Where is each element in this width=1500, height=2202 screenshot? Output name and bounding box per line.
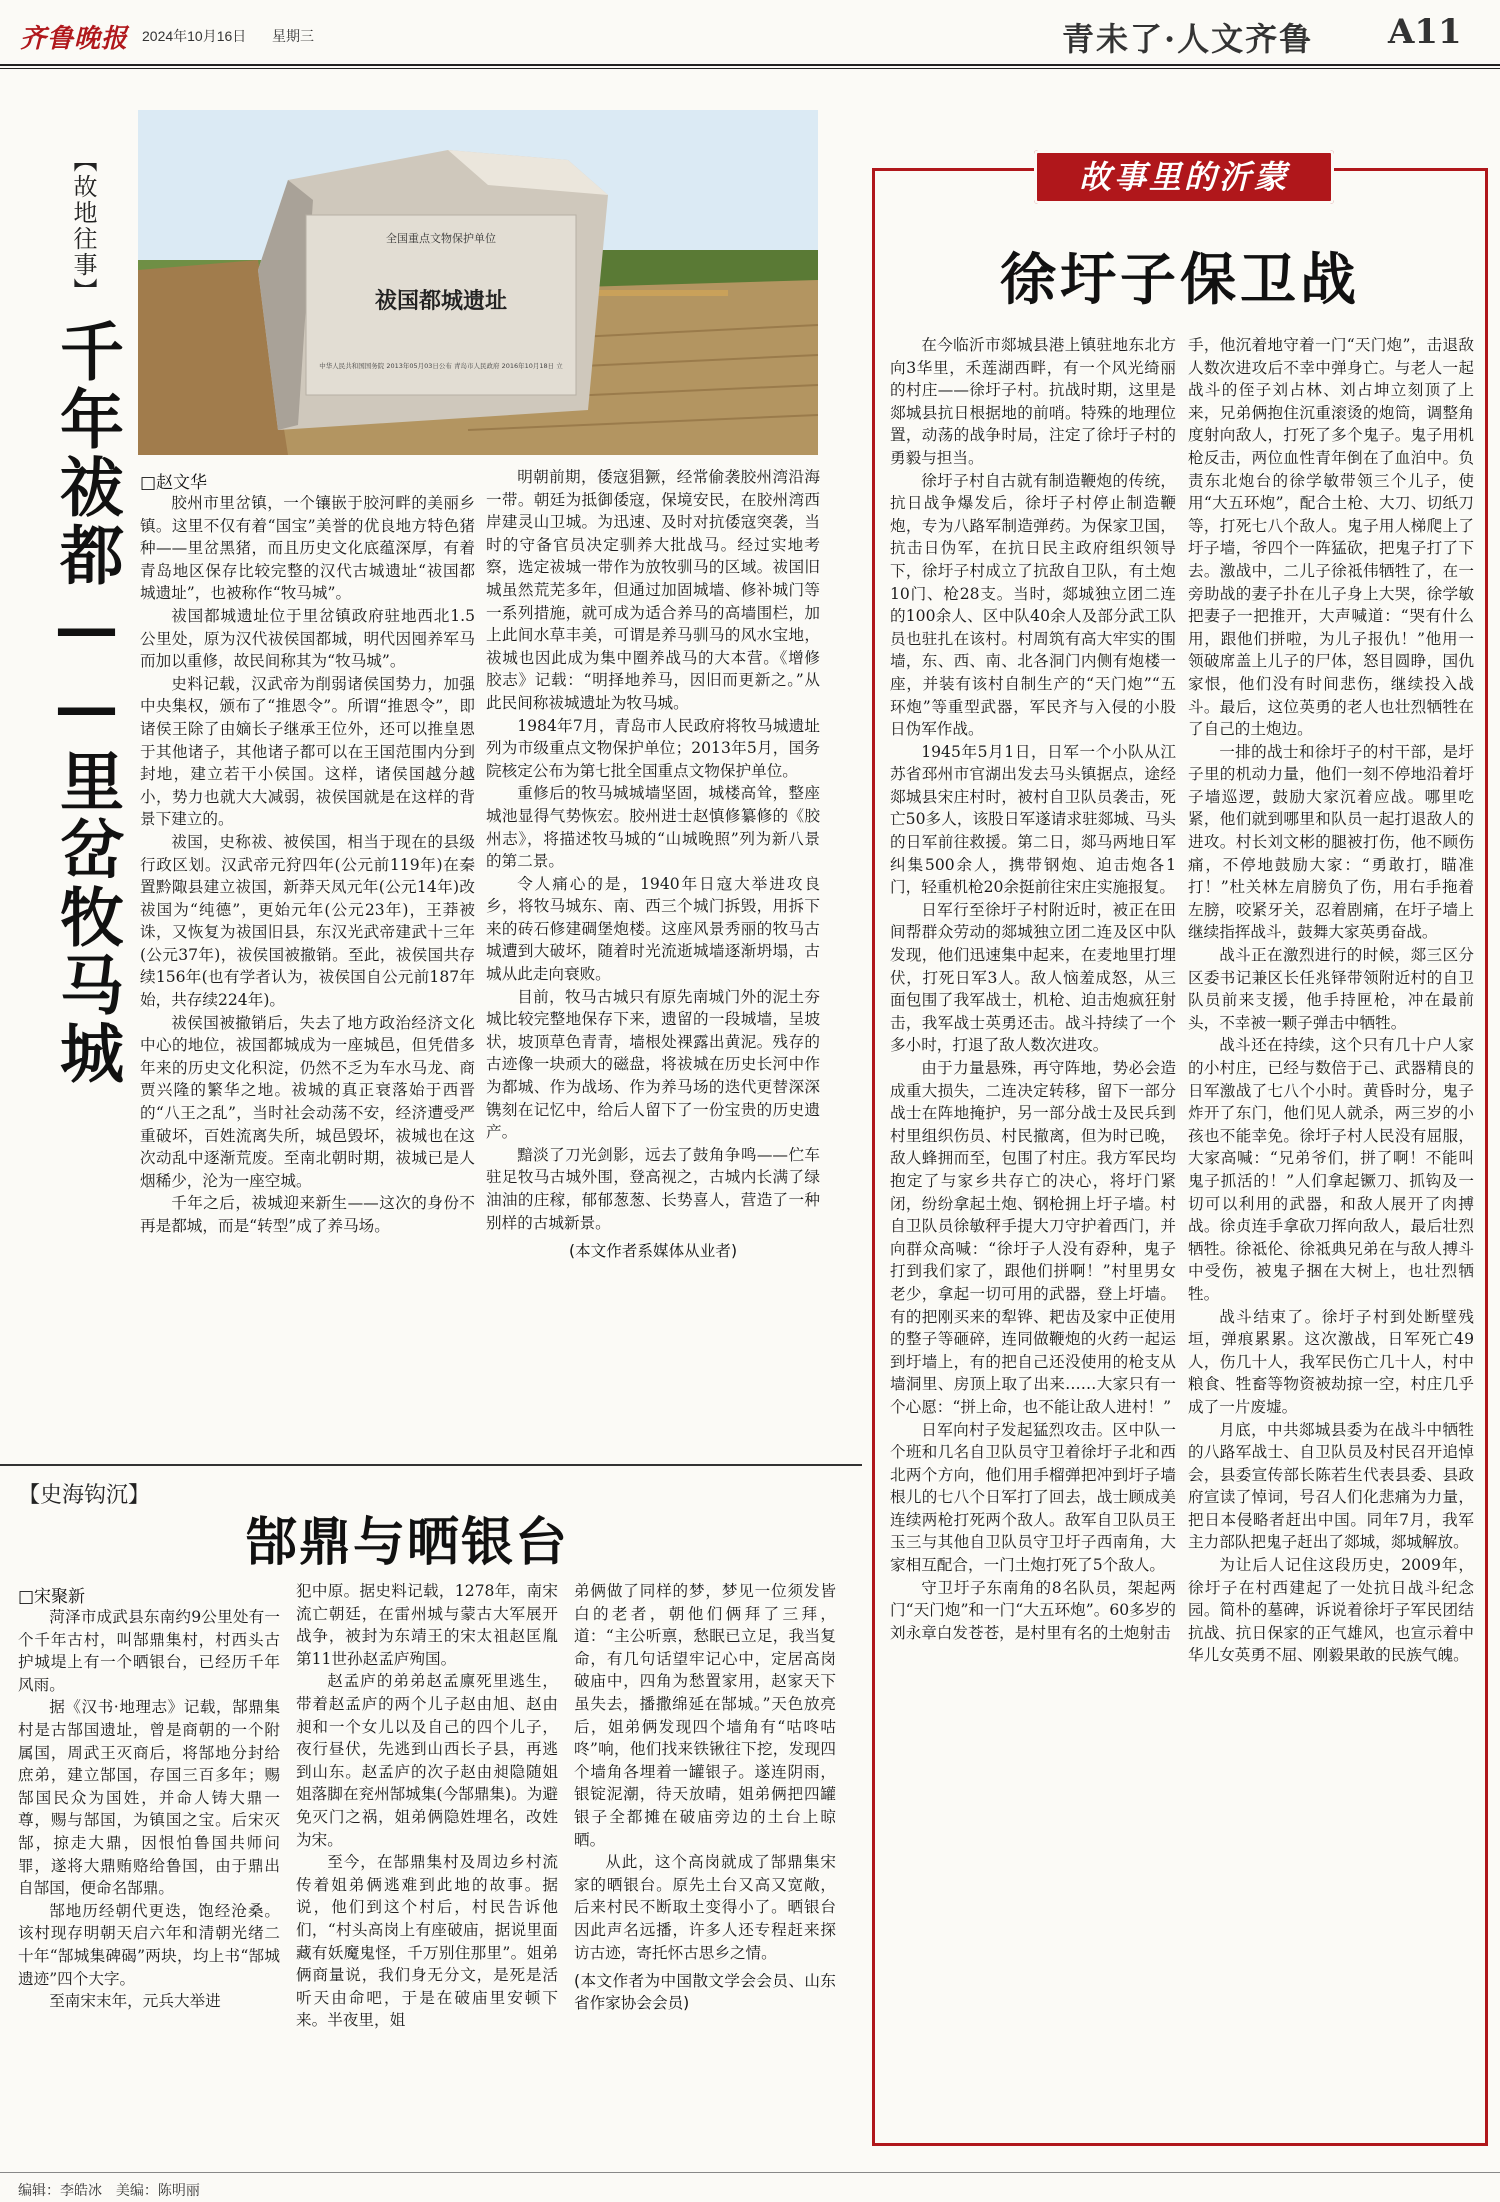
- story2-col1: [18, 1606, 280, 2013]
- author-note: (本文作者为中国散文学会会员、山东省作家协会会员): [574, 1972, 836, 2013]
- paragraph: 犯中原。据史料记载，1278年，南宋流亡朝廷，在雷州城与蒙古大军展开战争，被封为东靖王的宋太祖赵匡胤第11世孙赵孟庐殉国。: [296, 1582, 558, 1668]
- paragraph: 为让后人记住这段历史，2009年，徐圩子在村西建起了一处抗日战斗纪念园。简朴的墓碑，诉说着徐圩子军民团结抗战、抗日保家的正气雄风，也宣示着中华儿女英勇不屈、刚毅果敢的民族气魄。: [1188, 1556, 1474, 1665]
- paragraph: 祓国都城遗址位于里岔镇政府驻地西北1.5公里处，原为汉代祓侯国都城，明代因囤养军马而加以重修，故民间称其为“牧马城”。: [140, 606, 475, 671]
- paragraph: 手，他沉着地守着一门“天门炮”，击退敌人数次进攻后不幸中弹身亡。与老人一起战斗的侄子刘占林、刘占坤立刻顶了上来，兄弟俩抱住沉重滚烫的炮筒，调整角度射向敌人，打死了多个鬼子。鬼子用机枪反击，两位血性青年倒在了血泊中。负责东北炮台的徐学敏带领三个儿子，使用“大五环炮”，配合土枪、大刀、切纸刀等，打死七八个敌人。鬼子用人梯爬上了圩子墙，爷四个一阵猛砍，把鬼子打了下去。激战中，二儿子徐祗伟牺牲了，在一旁助战的妻子扑在儿子身上大哭，徐学敏把妻子一把推开，大声喊道：“哭有什么用，跟他们拼啦，为儿子报仇！”他用一领破席盖上儿子的尸体，怒目圆睁，国仇家恨，他们没有时间悲伤，继续投入战斗。最后，这位英勇的老人也壮烈牺牲在了自己的土炮边。: [1188, 336, 1474, 739]
- paragraph: 战斗结束了。徐圩子村到处断壁残垣，弹痕累累。这次激战，日军死亡49人，伤几十人，我军民伤亡几十人，村中粮食、牲畜等物资被劫掠一空，村庄几乎成了一片废墟。: [1188, 1307, 1474, 1416]
- byline: □赵文华: [140, 473, 208, 493]
- author-note: (本文作者系媒体从业者): [568, 1242, 738, 1261]
- story3-col1: [890, 334, 1176, 1644]
- page-number: A11: [1388, 12, 1462, 52]
- paragraph: 菏泽市成武县东南约9公里处有一个千年古村，叫郜鼎集村，村西头古护城堤上有一个晒银台，已经历千年风雨。: [18, 1608, 280, 1694]
- paragraph: 日军行至徐圩子村附近时，被正在田间帮群众劳动的郯城独立团二连及区中队发现，他们迅速集中起来，在麦地里打埋伏，打死日军3人。敌人恼羞成怒，从三面包围了我军战士，机枪、迫击炮疯狂射击，我军战士英勇还击。战斗持续了一个多小时，打退了敌人数次进攻。: [890, 900, 1176, 1055]
- paragraph: 祓侯国被撤销后，失去了地方政治经济文化中心的地位，祓国都城成为一座城邑，但凭借多年来的历史文化积淀，仍然不乏为车水马龙、商贾兴隆的繁华之地。祓城的真正衰落始于西晋的“八王之乱”，当时社会动荡不安，经济遭受严重破坏，百姓流离失所，城邑毁坏，祓城也在这次动乱中逐渐荒废。至南北朝时期，祓城已是人烟稀少，沦为一座空城。: [140, 1013, 475, 1190]
- paragraph: 由于力量悬殊，再守阵地，势必会造成重大损失，二连决定转移，留下一部分战士在阵地掩护，另一部分战士及民兵到村里组织伤员、村民撤离，但为时已晚，敌人蜂拥而至，包围了村庄。我方军民均抱定了与家乡共存亡的决心，将圩门紧闭，纷纷拿起土炮、钢枪拥上圩子墙。村自卫队员徐敏秤手提大刀守护着西门，并向群众高喊：“徐圩子人没有孬种，鬼子打到我们家了，跟他们拼啊！”村里男女老少，拿起一切可用的武器，登上圩墙。有的把刚买来的犁铧、耙齿及家中正使用的整子等砸碎，连同做鞭炮的火药一起运到圩墙上，有的把自己还没使用的枪支从墙洞里、房顶上取了出来……大家只有一个心愿：“拼上命，也不能让敌人进村！”: [890, 1059, 1176, 1416]
- footer-rule: [0, 2172, 1500, 2173]
- photo-sign-text: 祓国都城遗址: [374, 288, 508, 314]
- paragraph: 重修后的牧马城城墙坚固，城楼高耸，整座城池显得气势恢宏。胶州进士赵慎修纂修的《胶州志》，将描述牧马城的“山城晚照”列为新八景的第二景。: [486, 784, 820, 871]
- masthead-rule: [0, 64, 1500, 66]
- paragraph: 弟俩做了同样的梦，梦见一位须发皆白的老者，朝他们俩拜了三拜，道：“主公听禀，愁眠已立足，我当复命，有几句话望牢记心中，定居高岗破庙中，四角为愁置家用，赵家天下虽失去，播撒绵延在郜城。”天色放亮后，姐弟俩发现四个墙角有“咕咚咕咚”响，他们找来铁锹往下挖，发现四个墙角各埋着一罐银子。遂连阴雨，银锭泥潮，待天放晴，姐弟俩把四罐银子全都摊在破庙旁边的土台上晾晒。: [574, 1582, 836, 1849]
- story2-col2: [296, 1580, 558, 2032]
- issue-date: 2024年10月16日: [142, 28, 247, 44]
- paragraph: 1945年5月1日，日军一个小队从江苏省邳州市官湖出发去马头镇据点，途经郯城县宋庄村时，被村自卫队员袭击，死亡50多人，该股日军遂请求驻郯城、马头的日军前往救援。第二日，郯马两地日军纠集500余人，携带钢炮、迫击炮各1门，轻重机枪20余挺前往宋庄实施报复。: [890, 742, 1176, 897]
- column-label: 【故地往事】: [69, 148, 97, 304]
- story2-col3: [574, 1580, 836, 2014]
- paragraph: 日军向村子发起猛烈攻击。区中队一个班和几名自卫队员守卫着徐圩子北和西北两个方向，他们用手榴弹把冲到圩子墙根儿的七八个日军打了回去，战士顾成美连续两枪打死两个敌人。敌军自卫队员王玉三与其他自卫队员守卫圩子西南角，大家相互配合，一门土炮打死了5个敌人。: [890, 1420, 1176, 1575]
- masthead-rule-thin: [0, 68, 1500, 69]
- paragraph: 黯淡了刀光剑影，远去了鼓角争鸣——伫车驻足牧马古城外围，登高视之，古城内长满了绿油油的庄稼，郁郁葱葱、长势喜人，营造了一种别样的古城新景。: [486, 1145, 820, 1232]
- column-banner: 故事里的沂蒙: [1034, 150, 1334, 204]
- section-title: 青未了·人文齐鲁: [1062, 20, 1314, 58]
- newspaper-logo: 齐鲁晚报: [20, 24, 129, 54]
- paragraph: 郜地历经朝代更迭，饱经沧桑。该村现存明朝天启六年和清朝光绪二十年“郜城集碑碣”两块，均上书“郜城遗迹”四个大字。: [18, 1901, 280, 1988]
- story-title: 千年祓都——里岔牧马城: [49, 318, 124, 1088]
- paragraph: 在今临沂市郯城县港上镇驻地东北方向3华里，禾莲湖西畔，有一个风光绮丽的村庄——徐圩子村。抗战时期，这里是郯城县抗日根据地的前哨。特殊的地理位置，动荡的战争时局，注定了徐圩子村的勇毅与担当。: [890, 336, 1176, 467]
- paragraph: 月底，中共郯城县委为在战斗中牺牲的八路军战士、自卫队员及村民召开追悼会，县委宣传部长陈若生代表县委、县政府宣读了悼词，号召人们化悲痛为力量，把日本侵略者赶出中国。同年7月，我军主力部队把鬼子赶出了郯城，郯城解放。: [1188, 1420, 1474, 1552]
- paragraph: 战斗还在持续，这个只有几十户人家的小村庄，已经与数倍于己、武器精良的日军激战了七八个小时。黄昏时分，鬼子炸开了东门，他们见人就杀，两三岁的小孩也不能幸免。徐圩子村人民没有屈服，大家高喊：“兄弟爷们，拼了啊！不能叫鬼子抓活的！”人们拿起镢刀、抓钩及一切可以利用的武器，和敌人展开了肉搏战。徐贞连手拿砍刀挥向敌人，最后壮烈牺牲。徐祗伦、徐祗典兄弟在与敌人搏斗中受伤，被鬼子捆在大树上，也壮烈牺牲。: [1188, 1036, 1474, 1303]
- paragraph: 守卫圩子东南角的8名队员，架起两门“天门炮”和一门“大五环炮”。60多岁的刘永章白发苍苍，是村里有名的土炮射击: [890, 1578, 1176, 1642]
- paragraph: 据《汉书·地理志》记载，郜鼎集村是古郜国遗址，曾是商朝的一个附属国，周武王灭商后，将郜地分封给庶弟，建立郜国，存国三百多年；赐郜国民众为国姓，并命人铸大鼎一尊，赐与郜国，为镇国之宝。后宋灭郜，掠走大鼎，因恨怕鲁国共师问罪，遂将大鼎贿赂给鲁国，由于鼎出自郜国，便命名郜鼎。: [18, 1698, 280, 1898]
- paragraph: 从此，这个高岗就成了郜鼎集宋家的晒银台。原先土台又高又宽敞，后来村民不断取土变得小了。晒银台因此声名远播，许多人还专程赶来探访古迹，寄托怀古思乡之情。: [574, 1853, 836, 1962]
- section-divider: [0, 1464, 862, 1466]
- paragraph: 战斗正在激烈进行的时候，郯三区分区委书记兼区长任兆铎带领附近村的自卫队员前来支援，他手持匣枪，冲在最前头，不幸被一颗子弹击中牺牲。: [1188, 946, 1474, 1032]
- paragraph: 目前，牧马古城只有原先南城门外的泥土夯城比较完整地保存下来，遗留的一段城墙，呈坡状，坡顶草色青青，墙根处裸露出黄泥。残存的古迹像一块顽大的磁盘，将祓城在历史长河中作为都城、作为战场、作为养马场的迭代更替深深镌刻在记忆中，给后人留下了一份宝贵的历史遗产。: [486, 987, 820, 1142]
- story-title: 郜鼎与晒银台: [245, 1512, 570, 1573]
- paragraph: 赵孟庐的弟弟赵孟廪死里逃生，带着赵孟庐的两个儿子赵由旭、赵由昶和一个女儿以及自己的四个儿子，夜行昼伏，先逃到山西长子县，再逃到山东。赵孟庐的次子赵由昶隐随姐姐落脚在兖州郜城集(今郜鼎集)。为避免灭门之祸，姐弟俩隐姓埋名，改姓为宋。: [296, 1672, 558, 1849]
- footer-credits: [18, 2180, 200, 2200]
- paragraph: 至南宋末年，元兵大举进: [49, 1992, 221, 2011]
- paragraph: 1984年7月，青岛市人民政府将牧马城遗址列为市级重点文物保护单位；2013年5月，国务院核定公布为第七批全国重点文物保护单位。: [486, 716, 820, 780]
- story3-col2: [1188, 334, 1474, 1667]
- paragraph: 明朝前期，倭寇猖獗，经常偷袭胶州湾沿海一带。朝廷为抵御倭寇，保境安民，在胶州湾西岸建灵山卫城。为迅速、及时对抗倭寇突袭，当时的守备官员决定驯养大批战马。经过实地考察，选定祓城一带作为放牧驯马的区域。祓国旧城虽然荒芜多年，但通过加固城墙、修补城门等一系列措施，就可成为适合养马的高墙围栏，加上此间水草丰美，可谓是养马驯马的风水宝地，祓城也因此成为集中圈养战马的大本营。《增修胶志》记载：“明择地养马，因旧而更新之。”从此民间称祓城遗址为牧马城。: [486, 468, 820, 712]
- story1-col1: [140, 492, 475, 1238]
- designer-credit: 美编：陈明丽: [115, 2182, 200, 2198]
- stele-photo-icon: [138, 110, 818, 455]
- paragraph: 史料记载，汉武帝为削弱诸侯国势力，加强中央集权，颁布了“推恩令”。所谓“推恩令”，即诸侯王除了由嫡长子继承王位外，还可以推皇恩于其他诸子，其他诸子都可以在王国范围内分到封地，建立若干小侯国。这样，诸侯国越分越小，势力也就大大减弱，祓侯国就是在这样的背景下建立的。: [140, 674, 475, 829]
- column-label: 【史海钩沉】: [18, 1483, 151, 1508]
- paragraph: 祓国，史称祓、被侯国，相当于现在的县级行政区划。汉武帝元狩四年(公元前119年)在秦置黔陬县建立祓国，新莽天凤元年(公元14年)改祓国为“纯德”，更始元年(公元23年)，王莽被诛，又恢复为祓国旧县，东汉光武帝建武十三年(公元37年)，祓侯国被撤销。至此，祓侯国共存续156年(也有学者认为，祓侯国自公元前187年始，共存续224年)。: [140, 832, 475, 1010]
- byline: □宋聚新: [18, 1587, 86, 1607]
- paragraph: 令人痛心的是，1940年日寇大举进攻良乡，将牧马城东、南、西三个城门拆毁，用拆下来的砖石修建碉堡炮楼。这座风景秀丽的牧马古城遭到大破坏，随着时光流逝城墙逐渐坍塌，古城从此走向衰败。: [486, 874, 820, 984]
- issue-weekday: 星期三: [272, 28, 314, 44]
- story-title: 徐圩子保卫战: [1000, 247, 1360, 313]
- editor-credit: 编辑：李皓冰: [18, 2182, 102, 2198]
- paragraph: 徐圩子村自古就有制造鞭炮的传统，抗日战争爆发后，徐圩子村停止制造鞭炮，专为八路军制造弹药。为保家卫国，抗击日伪军，在抗日民主政府组织领导下，徐圩子村成立了抗敌自卫队，有土炮10门、枪28支。当时，郯城独立团二连的100余人、区中队40余人及部分武工队员也驻扎在该村。村周筑有高大牢实的围墙，东、西、南、北各洞门内侧有炮楼一座，并装有该村自制生产的“天门炮”“五环炮”等重型武器，军民齐与入侵的小股日伪军作战。: [890, 471, 1176, 739]
- article-photo: [138, 110, 818, 455]
- photo-small-text: 中华人民共和国国务院 2013年05月03日公布 青岛市人民政府 2016年10月18日 立: [319, 362, 563, 370]
- paragraph: 千年之后，祓城迎来新生——这次的身份不再是都城，而是“转型”成了养马场。: [140, 1194, 475, 1235]
- paragraph: 一排的战士和徐圩子的村干部，是圩子里的机动力量，他们一刻不停地沿着圩子墙巡逻，鼓励大家沉着应战。哪里吃紧，他们就到哪里和队员一起打退敌人的进攻。村长刘文彬的腿被打伤，他不顾伤痛，不停地鼓励大家：“勇敢打，瞄准打！”杜关林左肩膀负了伤，用右手拖着左膀，咬紧牙关，忍着剧痛，在圩子墙上继续指挥战斗，鼓舞大家英勇奋战。: [1188, 742, 1474, 942]
- story1-col2: [486, 466, 820, 1262]
- paragraph: 至今，在郜鼎集村及周边乡村流传着姐弟俩逃难到此地的故事。据说，他们到这个村后，村民告诉他们，“村头高岗上有座破庙，据说里面藏有妖魔鬼怪，千万别住那里”。姐弟俩商量说，我们身无分文，是死是活听天由命吧，于是在破庙里安顿下来。半夜里，姐: [296, 1853, 558, 2030]
- paragraph: 胶州市里岔镇，一个镶嵌于胶河畔的美丽乡镇。这里不仅有着“国宝”美誉的优良地方特色猪种——里岔黑猪，而且历史文化底蕴深厚，有着青岛地区保存比较完整的汉代古城遗址“祓国都城遗址”，也被称作“牧马城”。: [140, 494, 475, 603]
- photo-caption-top: 全国重点文物保护单位: [386, 232, 496, 245]
